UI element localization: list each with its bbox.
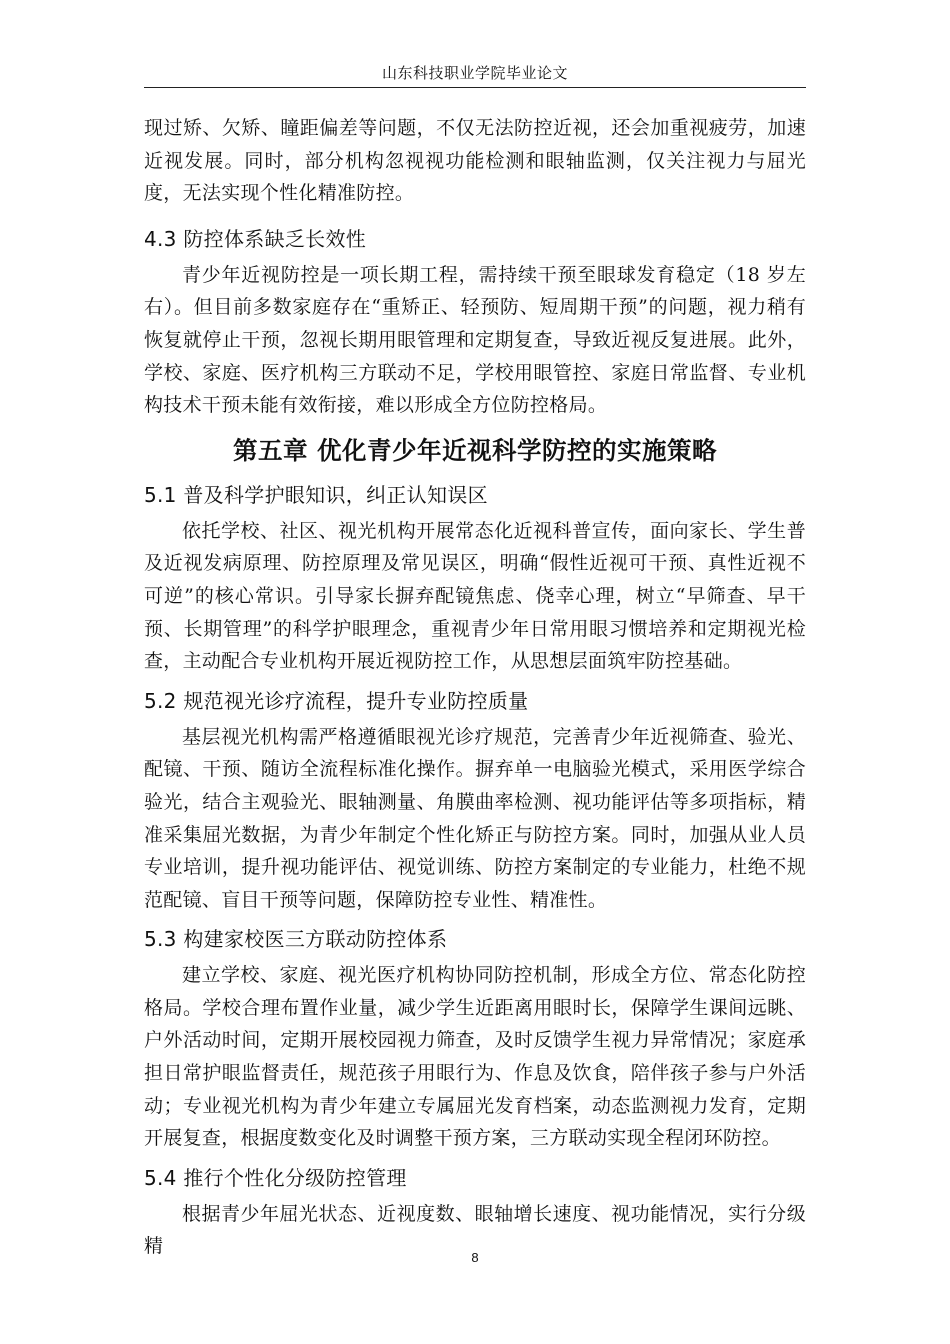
chapter-title: 第五章 优化青少年近视科学防控的实施策略 [232, 435, 718, 465]
page-body [144, 112, 806, 1263]
paragraph-5-1: 依托学校、社区、视光机构开展常态化近视科普宣传，面向家长、学生普及近视发病原理、防控原理及常见误区，明确“假性近视可干预、真性近视不可逆”的核心常识。引导家长摒弃配镜焦虑、侥幸心理，树立“早筛查、早干预、长期管理”的科学护眼理念，重视青少年日常用眼习惯培养和定期视光检查，主动配合专业机构开展近视防控工作，从思想层面筑牢防控基础。 [144, 519, 806, 673]
section-heading-5-3: 5.3 构建家校医三方联动防控体系 [144, 927, 448, 952]
section-heading-5-1: 5.1 普及科学护眼知识，纠正认知误区 [144, 482, 488, 507]
section-heading-4-3: 4.3 防控体系缺乏长效性 [144, 226, 367, 251]
section-heading-5-2: 5.2 规范视光诊疗流程，提升专业防控质量 [144, 688, 529, 713]
page-number: 8 [471, 1250, 479, 1265]
paragraph-5-3: 建立学校、家庭、视光医疗机构协同防控机制，形成全方位、常态化防控格局。学校合理布置作业量，减少学生近距离用眼时长，保障学生课间远眺、户外活动时间，定期开展校园视力筛查，及时反馈学生视力异常情况；家庭承担日常护眼监督责任，规范孩子用眼行为、作息及饮食，陪伴孩子参与户外活动；专业视光机构为青少年建立专属屈光发育档案，动态监测视力发育，定期开展复查，根据度数变化及时调整干预方案，三方联动实现全程闭环防控。 [144, 964, 806, 1150]
paragraph-4-3: 青少年近视防控是一项长期工程，需持续干预至眼球发育稳定（18 岁左右）。但目前多数家庭存在“重矫正、轻预防、短周期干预”的问题，视力稍有恢复就停止干预，忽视长期用眼管理和定期复查，导致近视反复进展。此外，学校、家庭、医疗机构三方联动不足，学校用眼管控、家庭日常监督、专业机构技术干预未能有效衔接，难以形成全方位防控格局。 [144, 263, 806, 417]
continued-paragraph: 现过矫、欠矫、瞳距偏差等问题，不仅无法防控近视，还会加重视疲劳，加速近视发展。同时，部分机构忽视视功能检测和眼轴监测，仅关注视力与屈光度，无法实现个性化精准防控。 [144, 117, 806, 205]
section-heading-5-4: 5.4 推行个性化分级防控管理 [144, 1165, 407, 1190]
paragraph-5-2: 基层视光机构需严格遵循眼视光诊疗规范，完善青少年近视筛查、验光、配镜、干预、随访全流程标准化操作。摒弃单一电脑验光模式，采用医学综合验光，结合主观验光、眼轴测量、角膜曲率检测、视功能评估等多项指标，精准采集屈光数据，为青少年制定个性化矫正与防控方案。同时，加强从业人员专业培训，提升视功能评估、视觉训练、防控方案制定的专业能力，杜绝不规范配镜、盲目干预等问题，保障防控专业性、精准性。 [144, 725, 806, 911]
running-header: 山东科技职业学院毕业论文 [381, 64, 568, 82]
paragraph-5-4: 根据青少年屈光状态、近视度数、眼轴增长速度、视功能情况，实行分级精 [144, 1202, 806, 1258]
header-rule [144, 87, 806, 88]
